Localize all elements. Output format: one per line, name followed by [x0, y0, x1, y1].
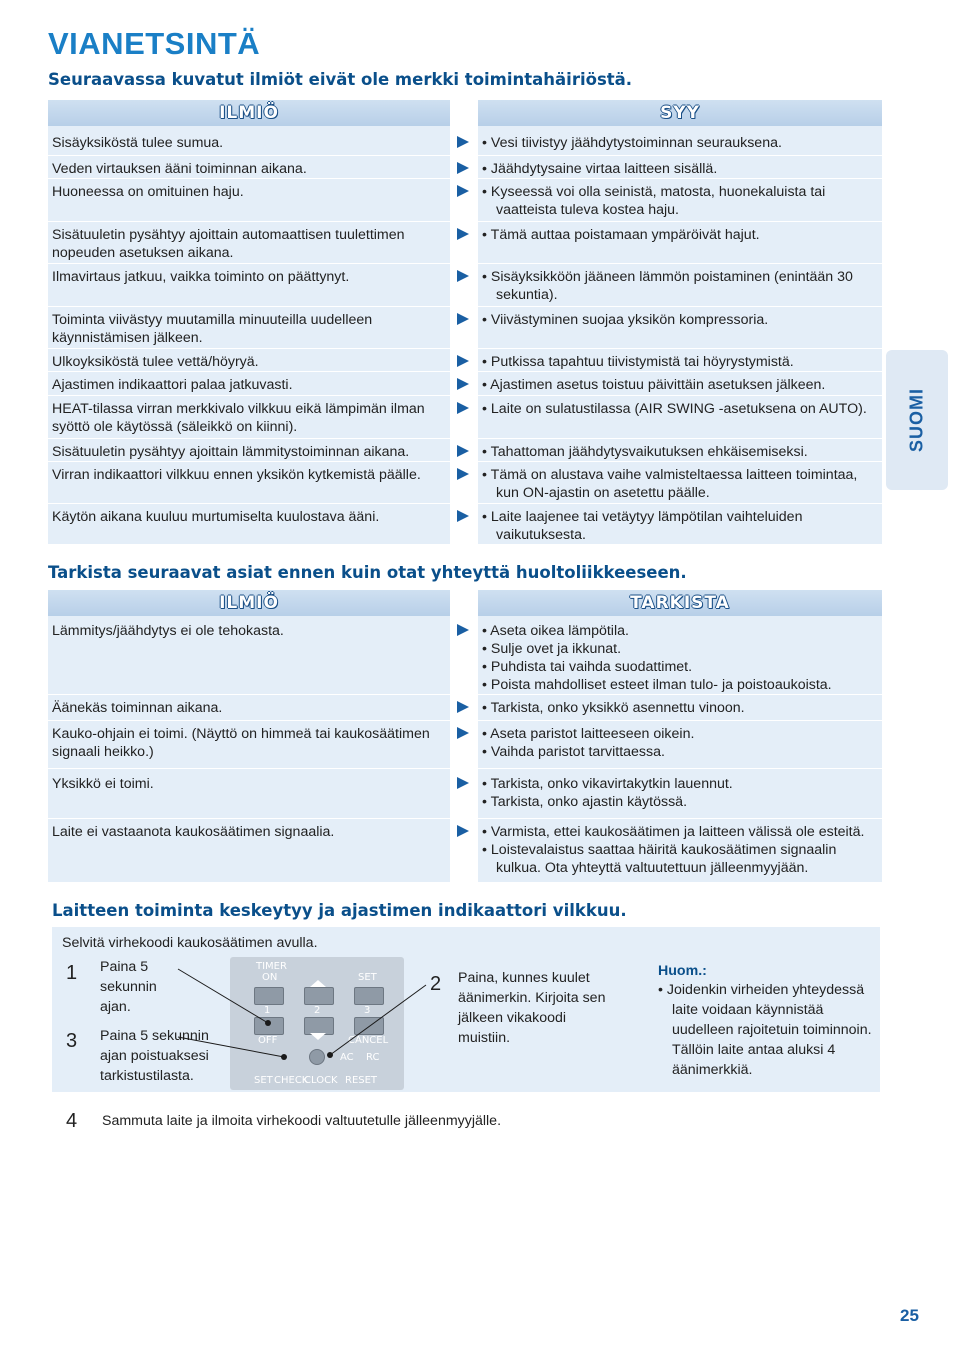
sec2-bullet-text: Sulje ovet ja ikkunat.: [490, 641, 622, 657]
sec1-bullet: [482, 311, 877, 329]
bullet-icon: •: [482, 354, 491, 370]
callout-dot-step2: [327, 1052, 333, 1058]
sec2-bullet: [482, 793, 877, 811]
sec2-bullet: [482, 622, 877, 640]
sec1-bullet: [482, 160, 877, 178]
sec2-bullet: [482, 676, 877, 694]
sec2-bullet: [482, 775, 877, 793]
sec2-symptom: Kauko-ohjain ei toimi. (Näyttö on himmeä tai kaukosäätimen signaali heikko.): [52, 726, 430, 760]
step4-text: Sammuta laite ja ilmoita virhekoodi valtuutetulle jälleenmyyjälle.: [102, 1113, 502, 1129]
sec1-symptom: Ulkoyksiköstä tulee vettä/höyryä.: [52, 354, 259, 370]
sec2-symptom: Lämmitys/jäähdytys ei ole tehokasta.: [52, 623, 284, 639]
arrow-right-icon: [457, 185, 469, 197]
sec1-bullet: [482, 183, 877, 219]
sec1-bullet-text: Laite laajenee tai vetäytyy lämpötilan vaihteluiden vaikutuksesta.: [490, 509, 803, 543]
arrow-right-icon: [457, 270, 469, 282]
callout-line-step3: [178, 1037, 284, 1057]
sec1-bullet-text: Tämä auttaa poistamaan ympäröivät hajut.: [490, 227, 760, 243]
row-divider: [48, 818, 450, 819]
bullet-icon: •: [482, 509, 491, 525]
remote-set-label: SET: [358, 972, 377, 983]
sec1-cause: [482, 443, 877, 461]
sec1-symptom: Ajastimen indikaattori palaa jatkuvasti.: [52, 377, 293, 393]
remote-timer-label: TIMER: [256, 961, 287, 972]
row-divider: [478, 348, 882, 349]
page-title: VIANETSINTÄ: [48, 26, 261, 61]
step2-text: Paina, kunnes kuulet äänimerkin. Kirjoita sen jälkeen vikakoodi muistiin.: [458, 970, 606, 1046]
remote-check-label: CHECK: [274, 1075, 309, 1086]
remote-1-label: 1: [264, 1005, 271, 1016]
row-divider: [48, 178, 450, 179]
bullet-icon: •: [482, 227, 491, 243]
row-divider: [48, 694, 450, 695]
sec1-cause: [482, 508, 877, 544]
sec1-bullet-text: Jäähdytysaine virtaa laitteen sisällä.: [490, 161, 718, 177]
bullet-icon: •: [482, 312, 491, 328]
sec1-symptom: Sisätuuletin pysähtyy ajoittain automaattisen tuulettimen nopeuden asetuksen aikana.: [52, 227, 405, 261]
sec2-bullet-text: Puhdista tai vaihda suodattimet.: [490, 659, 693, 675]
row-divider: [478, 461, 882, 462]
sec1-bullet-text: Laite on sulatustilassa (AIR SWING -asetuksena on AUTO).: [490, 401, 867, 417]
remote-3-label: 3: [364, 1005, 371, 1016]
sec2-bullet: [482, 823, 877, 841]
bullet-icon: •: [482, 269, 491, 285]
arrow-right-icon: [457, 402, 469, 414]
bullet-icon: •: [482, 842, 491, 858]
sec2-bullet-text: Varmista, ettei kaukosäätimen ja laitteen välissä ole esteitä.: [490, 824, 865, 840]
bullet-icon: •: [482, 184, 491, 200]
sec1-bullet: [482, 376, 877, 394]
sec2-bullet-text: Aseta oikea lämpötila.: [490, 623, 629, 639]
arrow-right-icon: [457, 378, 469, 390]
remote-set2-label: SET: [254, 1075, 273, 1086]
row-divider: [478, 768, 882, 769]
sec2-cause: [482, 725, 877, 761]
step4-number: 4: [66, 1110, 78, 1132]
step2-number: 2: [430, 973, 442, 995]
callout-dot-step1: [265, 1020, 271, 1026]
bullet-icon: •: [482, 641, 491, 657]
sec2-bullet-text: Vaihda paristot tarvittaessa.: [490, 744, 665, 760]
sec2-cause: [482, 775, 877, 811]
sec1-cause: [482, 466, 877, 502]
arrow-right-icon: [457, 313, 469, 325]
sec2-bullet-text: Poista mahdolliset esteet ilman tulo- ja poistoaukoista.: [490, 677, 832, 693]
sec1-bullet-text: Tämä on alustava vaihe valmisteltaessa laitteen toimintaa, kun ON-ajastin on asetettu päälle.: [490, 467, 858, 501]
row-divider: [478, 438, 882, 439]
sec1-bullet-text: Sisäyksikköön jääneen lämmön poistaminen (enintään 30 sekuntia).: [490, 269, 853, 303]
bullet-icon: •: [482, 824, 491, 840]
bullet-icon: •: [482, 659, 491, 675]
bullet-icon: •: [482, 444, 491, 460]
bullet-icon: •: [482, 744, 491, 760]
bullet-icon: •: [482, 726, 491, 742]
sec1-bullet: [482, 226, 877, 244]
sec1-cause: [482, 376, 877, 394]
sec2-bullet: [482, 725, 877, 743]
bullet-icon: •: [482, 677, 491, 693]
step3-text: Paina 5 sekunnin ajan poistuaksesi tarkistustilasta.: [100, 1028, 209, 1084]
remote-clock-label: CLOCK: [304, 1075, 338, 1086]
row-divider: [478, 818, 882, 819]
row-divider: [478, 263, 882, 264]
sec1-symptom: HEAT-tilassa virran merkkivalo vilkkuu eikä lämpimän ilman syöttö ole käytössä (säleikkö on kiinni).: [52, 401, 425, 435]
sec2-bullet: [482, 699, 877, 717]
sec1-cause: [482, 134, 877, 152]
sec1-bullet: [482, 508, 877, 544]
language-tab-label: SUOMI: [906, 387, 927, 453]
sec2-bullet: [482, 743, 877, 761]
sec1-bullet: [482, 134, 877, 152]
arrow-right-icon: [457, 468, 469, 480]
sec1-cause: [482, 311, 877, 329]
sec1-bullet: [482, 268, 877, 304]
row-divider: [48, 438, 450, 439]
sec1-symptom: Virran indikaattori vilkkuu ennen yksikön kytkemistä päälle.: [52, 467, 421, 483]
callout-dot-step3: [281, 1054, 287, 1060]
sec1-bullet-text: Kyseessä voi olla seinistä, matosta, huonekaluista tai vaatteista tuleva kostea haju.: [490, 184, 826, 218]
row-divider: [48, 155, 450, 156]
page-number: 25: [900, 1306, 919, 1325]
row-divider: [48, 348, 450, 349]
sec1-bullet-text: Ajastimen asetus toistuu päivittäin asetuksen jälkeen.: [490, 377, 826, 393]
note-body: Joidenkin virheiden yhteydessä laite voidaan käynnistää uudelleen rajoitetuin toiminnoin. Tällöin laite antaa aluksi 4 äänimerkkiä.: [666, 982, 872, 1078]
row-divider: [48, 503, 450, 504]
section2-heading: Tarkista seuraavat asiat ennen kuin otat yhteyttä huoltoliikkeeseen.: [48, 563, 687, 582]
sec2-bullet-text: Aseta paristot laitteeseen oikein.: [490, 726, 695, 742]
sec2-cause: [482, 699, 877, 717]
bullet-icon: •: [482, 623, 491, 639]
sec2-bullet: [482, 658, 877, 676]
row-divider: [478, 395, 882, 396]
row-divider: [48, 768, 450, 769]
note-title: Huom.:: [658, 963, 707, 979]
sec2-bullet-text: Loistevalaistus saattaa häiritä kaukosäätimen signaalin kulkua. Ota yhteyttä valtuutettuun jälleenmyyjään.: [490, 842, 837, 876]
sec1-cause: [482, 353, 877, 371]
sec2-bullet-text: Tarkista, onko ajastin käytössä.: [490, 794, 688, 810]
row-divider: [48, 263, 450, 264]
sec1-symptom: Sisäyksiköstä tulee sumua.: [52, 135, 224, 151]
arrow-right-icon: [457, 727, 469, 739]
section3-heading: Laitteen toiminta keskeytyy ja ajastimen indikaattori vilkkuu.: [52, 901, 627, 920]
sec2-symptom: Laite ei vastaanota kaukosäätimen signaalia.: [52, 824, 335, 840]
callout-line-step2: [330, 985, 426, 1055]
row-divider: [478, 221, 882, 222]
section1-col-right-header: SYY: [478, 100, 882, 126]
remote-on-label: ON: [262, 972, 278, 983]
bullet-icon: •: [482, 401, 491, 417]
row-divider: [478, 503, 882, 504]
sec1-bullet: [482, 466, 877, 502]
step3-number: 3: [66, 1030, 78, 1052]
arrow-right-icon: [457, 777, 469, 789]
section3-intro: Selvitä virhekoodi kaukosäätimen avulla.: [62, 935, 318, 951]
sec2-cause: [482, 823, 877, 877]
row-divider: [478, 694, 882, 695]
section1-col-left-header: ILMIÖ: [48, 100, 450, 126]
remote-cancel-label: CANCEL: [348, 1035, 389, 1046]
sec2-bullet: [482, 640, 877, 658]
sec1-bullet-text: Tahattoman jäähdytysvaikutuksen ehkäisemiseksi.: [490, 444, 808, 460]
row-divider: [478, 178, 882, 179]
arrow-right-icon: [457, 162, 469, 174]
bullet-icon: •: [482, 467, 491, 483]
sec2-bullet-text: Tarkista, onko vikavirtakytkin lauennut.: [490, 776, 733, 792]
section2-col-left-header: ILMIÖ: [48, 590, 450, 616]
row-divider: [48, 395, 450, 396]
bullet-icon: •: [482, 700, 491, 716]
arrow-right-icon: [457, 510, 469, 522]
sec1-bullet: [482, 400, 877, 418]
arrow-right-icon: [457, 624, 469, 636]
sec1-cause: [482, 226, 877, 244]
sec2-symptom: Äänekäs toiminnan aikana.: [52, 700, 223, 716]
row-divider: [478, 371, 882, 372]
language-tab: [886, 350, 948, 490]
row-divider: [48, 461, 450, 462]
note-text: • Joidenkin virheiden yhteydessä laite voidaan käynnistää uudelleen rajoitetuin toiminnoin. Tällöin laite antaa aluksi 4 äänimerkkiä.: [658, 982, 872, 1078]
sec1-symptom: Toiminta viivästyy muutamilla minuuteilla uudelleen käynnistämisen jälkeen.: [52, 312, 373, 346]
arrow-right-icon: [457, 136, 469, 148]
bullet-icon: •: [482, 776, 491, 792]
sec1-bullet-text: Vesi tiivistyy jäähdytystoiminnan seurauksena.: [490, 135, 782, 151]
bullet-icon: •: [482, 794, 491, 810]
bullet-icon: •: [482, 135, 491, 151]
sec1-bullet-text: Viivästyminen suojaa yksikön kompressoria.: [490, 312, 769, 328]
row-divider: [48, 371, 450, 372]
row-divider: [48, 720, 450, 721]
remote-off-label: OFF: [258, 1035, 278, 1046]
sec1-bullet: [482, 353, 877, 371]
row-divider: [478, 720, 882, 721]
step1-text: Paina 5 sekunnin ajan.: [100, 959, 157, 1015]
sec1-cause: [482, 160, 877, 178]
section1-heading: Seuraavassa kuvatut ilmiöt eivät ole merkki toimintahäiriöstä.: [48, 70, 633, 89]
arrow-right-icon: [457, 228, 469, 240]
row-divider: [478, 155, 882, 156]
sec2-bullet-text: Tarkista, onko yksikkö asennettu vinoon.: [490, 700, 745, 716]
sec1-symptom: Huoneessa on omituinen haju.: [52, 184, 244, 200]
sec1-symptom: Veden virtauksen ääni toiminnan aikana.: [52, 161, 307, 177]
sec1-symptom: Käytön aikana kuuluu murtumiselta kuulostava ääni.: [52, 509, 380, 525]
bullet-icon: •: [482, 161, 491, 177]
bullet-icon: •: [482, 377, 491, 393]
sec1-cause: [482, 400, 877, 418]
callout-lines: [150, 955, 450, 1070]
step1-number: 1: [66, 962, 78, 984]
sec1-symptom: Sisätuuletin pysähtyy ajoittain lämmitystoiminnan aikana.: [52, 444, 410, 460]
row-divider: [478, 306, 882, 307]
remote-reset-label: RESET: [345, 1075, 378, 1086]
row-divider: [48, 306, 450, 307]
sec1-cause: [482, 268, 877, 304]
arrow-right-icon: [457, 355, 469, 367]
row-divider: [48, 221, 450, 222]
sec1-symptom: Ilmavirtaus jatkuu, vaikka toiminto on päättynyt.: [52, 269, 350, 285]
sec1-bullet-text: Putkissa tapahtuu tiivistymistä tai höyrystymistä.: [490, 354, 794, 370]
section2-col-right-header: TARKISTA: [478, 590, 882, 616]
arrow-right-icon: [457, 701, 469, 713]
sec1-cause: [482, 183, 877, 219]
sec1-bullet: [482, 443, 877, 461]
sec2-bullet: [482, 841, 877, 877]
remote-ac-label: AC: [340, 1052, 354, 1063]
sec2-cause: [482, 622, 877, 694]
arrow-right-icon: [457, 825, 469, 837]
remote-2-label: 2: [314, 1005, 321, 1016]
arrow-right-icon: [457, 445, 469, 457]
remote-rc-label: RC: [366, 1052, 380, 1063]
sec2-symptom: Yksikkö ei toimi.: [52, 776, 154, 792]
